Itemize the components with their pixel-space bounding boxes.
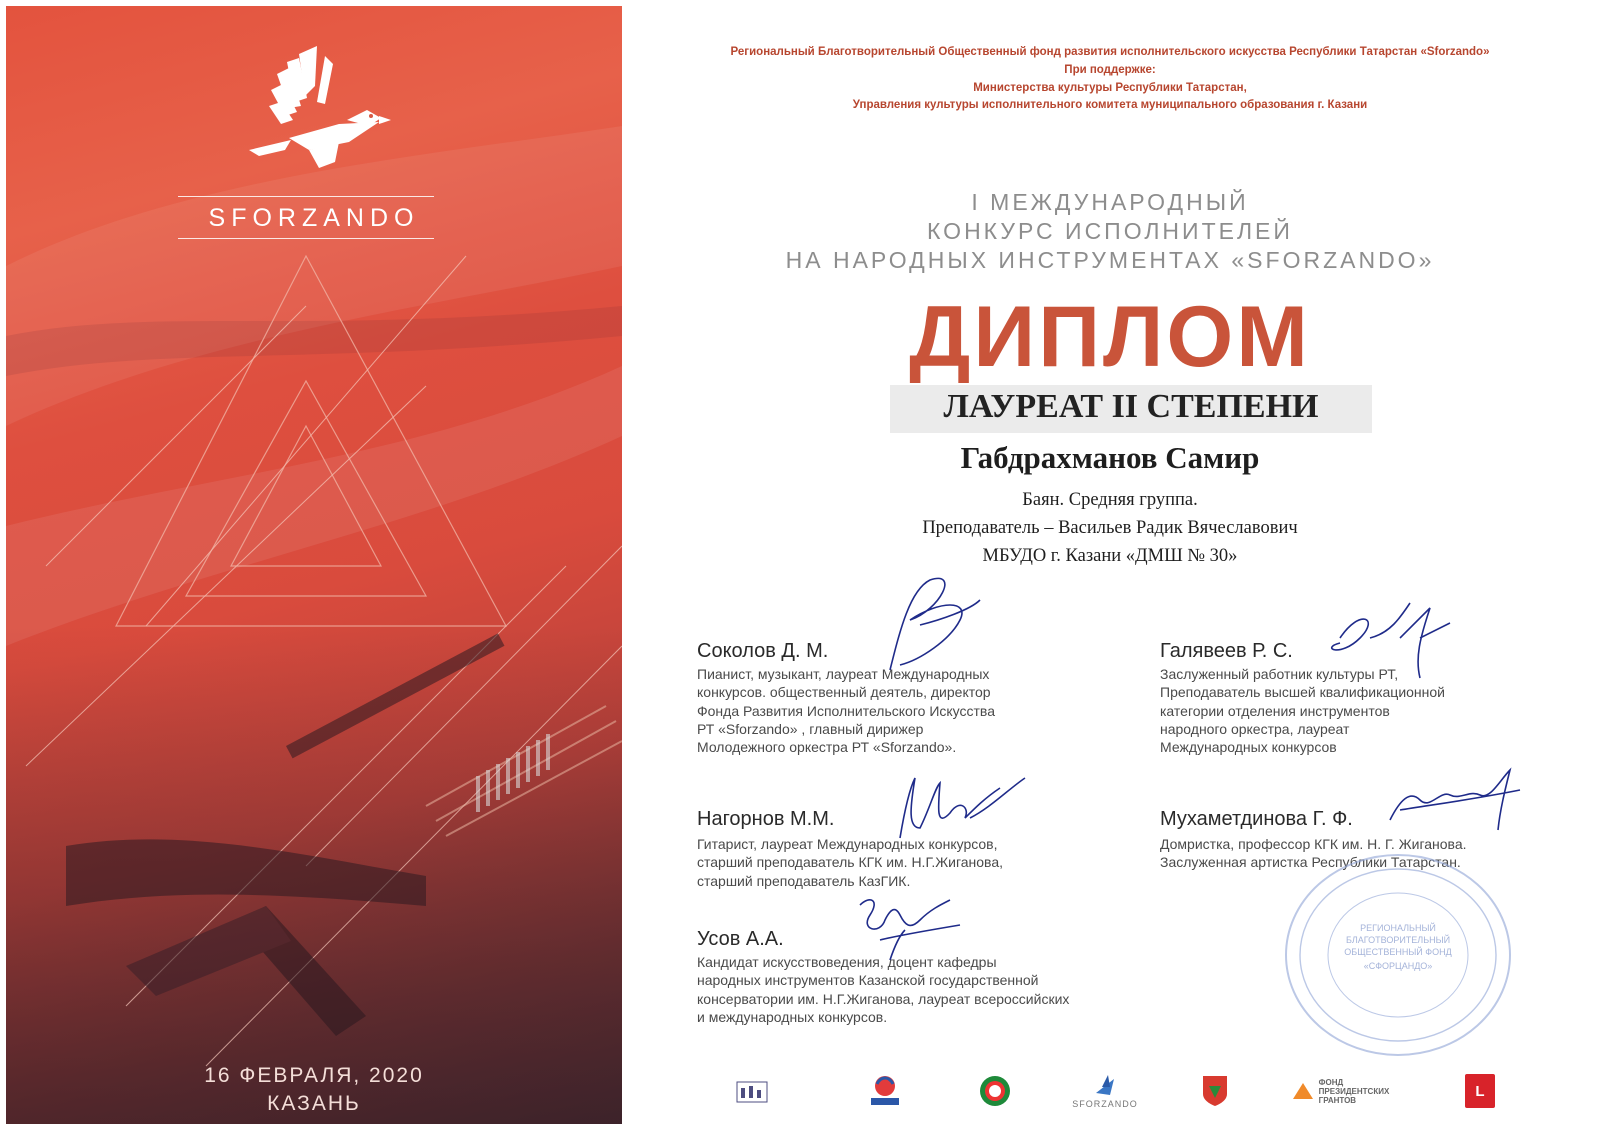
presidential-grants-logo — [1290, 1068, 1390, 1114]
tatarstan-emblem-icon — [975, 1068, 1015, 1114]
juror-desc-3: Гитарист, лауреат Международных конкурсов, старший преподаватель КГК им. Н.Г.Жиганова, старший преподаватель КазГИК. — [697, 836, 1004, 889]
category-line: Баян. Средняя группа. — [1022, 490, 1198, 510]
org-line-2: При поддержке: — [1064, 64, 1156, 76]
stamp-line-3: ОБЩЕСТВЕННЫЙ ФОНД — [1344, 947, 1452, 957]
bird-logo-icon — [229, 46, 399, 176]
partner-logos — [720, 1068, 1520, 1114]
cover-panel — [6, 6, 622, 1124]
competition-title-line-1: I МЕЖДУНАРОДНЫЙ — [971, 189, 1249, 215]
juror-desc-1: Пианист, музыкант, лауреат Международных конкурсов. общественный деятель, директор Фонда Развития Исполнительского Искусства РТ «Sforzando» , главный дирижер Молодежного оркестра РТ «Sforzando». — [697, 666, 995, 756]
stamp-line-4: «СФОРЦАНДО» — [1363, 961, 1433, 971]
grants-text: ФОНД ПРЕЗИДЕНТСКИХ ГРАНТОВ — [1318, 1077, 1390, 1105]
sforzando-footer-logo — [1060, 1068, 1150, 1114]
event-city: КАЗАНЬ — [267, 1092, 361, 1115]
event-date: 16 ФЕВРАЛЯ, 2020 — [204, 1064, 424, 1087]
lukoil-logo — [1460, 1068, 1500, 1114]
official-stamp — [1278, 845, 1518, 1065]
competition-title-line-3: НА НАРОДНЫХ ИНСТРУМЕНТАХ «SFORZANDO» — [785, 247, 1435, 273]
award-title: ЛАУРЕАТ II СТЕПЕНИ — [943, 388, 1319, 425]
signature-galyaveev — [1320, 598, 1460, 688]
logo-rule-top — [178, 196, 434, 197]
juror-name-2: Галявеев Р. С. — [1160, 640, 1293, 662]
footer-sforzando-text: SFORZANDO — [1072, 1099, 1138, 1109]
signature-sokolov — [880, 570, 990, 680]
bird-small-icon — [1090, 1073, 1120, 1099]
signature-mukhametdinova — [1380, 760, 1530, 850]
juror-name-1: Соколов Д. М. — [697, 640, 829, 662]
org-line-3: Министерства культуры Республики Татарстан, — [973, 82, 1247, 94]
competition-title-line-2: КОНКУРС ИСПОЛНИТЕЛЕЙ — [927, 218, 1293, 244]
rgtek-logo-icon — [860, 1068, 910, 1114]
teacher-line: Преподаватель – Васильев Радик Вячеславович — [922, 518, 1298, 538]
juror-desc-5: Кандидат искусствоведения, доцент кафедры народных инструментов Казанской государственной консерватории им. Н.Г.Жиганова, лауреат всероссийских и международных конкурсов. — [697, 954, 1070, 1025]
org-line-1: Региональный Благотворительный Общественный фонд развития исполнительского искусства Республики Татарстан «Sforzando» — [730, 46, 1490, 58]
signature-nagornov — [890, 768, 1030, 848]
juror-desc-2: Заслуженный работник культуры РТ, Преподаватель высшей квалификационной категории отделения инструментов народного оркестра, лауреат Международных конкурсов — [1160, 666, 1445, 756]
juror-name-4: Мухаметдинова Г. Ф. — [1160, 808, 1353, 830]
kazan-emblem-icon — [1195, 1068, 1235, 1114]
grants-icon — [1291, 1081, 1315, 1101]
stamp-line-2: БЛАГОТВОРИТЕЛЬНЫЙ — [1345, 935, 1451, 945]
juror-name-5: Усов А.А. — [697, 928, 784, 950]
school-line: МБУДО г. Казани «ДМШ № 30» — [982, 546, 1238, 566]
student-name: Габдрахманов Самир — [960, 440, 1260, 475]
sforzando-logo — [6, 46, 622, 181]
logo-rule-bottom — [178, 238, 434, 239]
org-line-4: Управления культуры исполнительного комитета муниципального образования г. Казани — [852, 99, 1368, 111]
juror-name-3: Нагорнов М.М. — [697, 808, 835, 830]
ministry-logo-icon — [732, 1068, 772, 1114]
stamp-line-1: РЕГИОНАЛЬНЫЙ — [1360, 923, 1436, 933]
diploma-title: ДИПЛОМ — [909, 289, 1311, 385]
lukoil-icon: L — [1465, 1074, 1495, 1108]
signature-usov — [850, 890, 970, 970]
juror-desc-4: Домристка, профессор КГК им. Н. Г. Жиганова. Заслуженная артистка Республики Татарстан. — [1160, 836, 1467, 871]
brand-name: SFORZANDO — [208, 204, 420, 232]
